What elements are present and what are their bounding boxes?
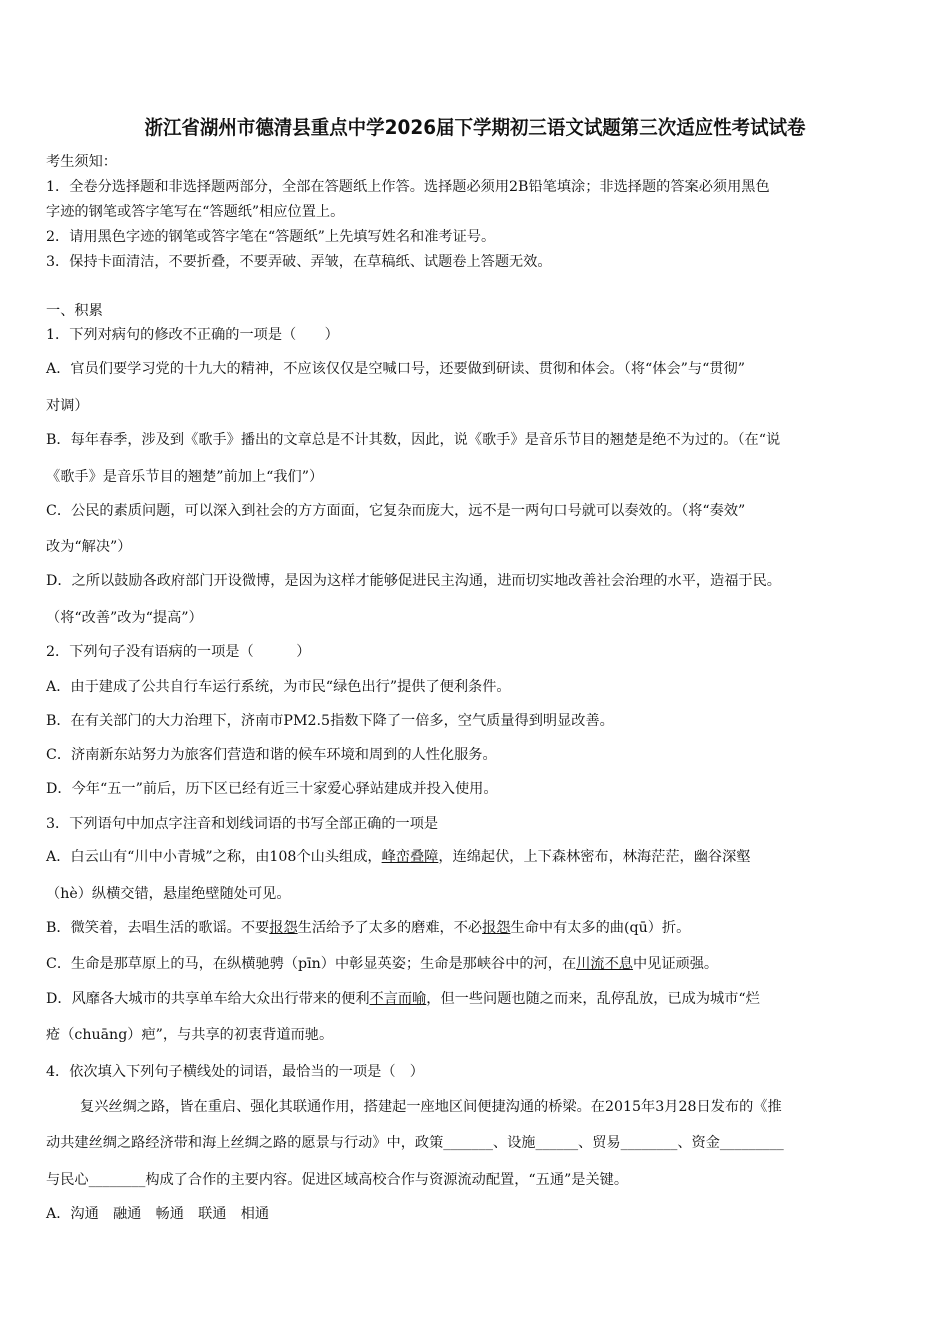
q3-c-underlined: 川流不息 — [576, 956, 633, 972]
notice-line-1a: 1．全卷分选择题和非选择题两部分，全部在答题纸上作答。选择题必须用2B铅笔填涂；非选择题的答案必须用黑色 — [46, 179, 770, 195]
q3-a-text: A．白云山有“川中小青城”之称，由108个山头组成， — [46, 849, 382, 865]
q1-option-c-line2: 改为“解决”） — [46, 539, 132, 555]
q3-option-a-line1 — [46, 847, 751, 867]
q3-a-underlined: 峰峦叠障 — [381, 849, 439, 865]
q3-b-text-end: 生命中有太多的曲(qū）折。 — [510, 920, 691, 936]
q1-stem: 1．下列对病句的修改不正确的一项是（ ） — [46, 327, 339, 343]
q1-option-a-line2: 对调） — [46, 398, 89, 414]
q2-stem: 2．下列句子没有语病的一项是（ ） — [46, 644, 311, 660]
q3-c-text: C．生命是那草原上的马，在纵横驰骋（pīn）中彰显英姿；生命是那峡谷中的河，在 — [46, 956, 577, 972]
section-heading: 一、积累 — [46, 303, 103, 319]
q2-option-b: B．在有关部门的大力治理下，济南市PM2.5指数下降了一倍多，空气质量得到明显改善。 — [46, 713, 614, 729]
q3-b-underlined-1: 报怨 — [269, 920, 298, 936]
q4-option-a: A．沟通 融通 畅通 联通 相通 — [46, 1206, 270, 1222]
q1-option-d-line1: D．之所以鼓励各政府部门开设微博，是因为这样才能够促进民主沟通，进而切实地改善社会治理的水平，造福于民。 — [46, 573, 781, 589]
q3-option-d-line1 — [46, 989, 760, 1009]
notice-heading: 考生须知： — [46, 154, 117, 170]
q2-option-d: D．今年“五一”前后，历下区已经有近三十家爱心驿站建成并投入使用。 — [46, 781, 498, 797]
q4-stem: 4．依次填入下列句子横线处的词语，最恰当的一项是（ ） — [46, 1064, 424, 1080]
q4-passage-line1: 复兴丝绸之路，皆在重启、强化其联通作用，搭建起一座地区间便捷沟通的桥梁。在2015年3月28日发布的《推 — [80, 1099, 782, 1115]
q3-d-text: D．风靡各大城市的共享单车给大众出行带来的便利 — [46, 991, 370, 1007]
notice-line-2: 2．请用黑色字迹的钢笔或答字笔在“答题纸”上先填写姓名和准考证号。 — [46, 229, 496, 245]
q3-option-d-line2: 疮（chuāng）疤”，与共享的初衷背道而驰。 — [46, 1027, 334, 1043]
q3-b-text-mid: 生活给予了太多的磨难，不必 — [297, 920, 483, 936]
q4-passage-line2: 动共建丝绸之路经济带和海上丝绸之路的愿景与行动》中，政策_______、设施______、贸易________、资金_________ — [46, 1135, 784, 1151]
notice-line-3: 3．保持卡面清洁，不要折叠，不要弄破、弄皱，在草稿纸、试题卷上答题无效。 — [46, 254, 552, 270]
q3-d-underlined: 不言而喻 — [369, 991, 427, 1007]
q3-option-c — [46, 954, 718, 974]
q3-b-text: B．微笑着，去唱生活的歌谣。不要 — [46, 920, 270, 936]
q3-stem: 3．下列语句中加点字注音和划线词语的书写全部正确的一项是 — [46, 816, 439, 832]
q2-option-c: C．济南新东站努力为旅客们营造和谐的候车环境和周到的人性化服务。 — [46, 747, 497, 763]
q1-option-b-line1: B．每年春季，涉及到《歌手》播出的文章总是不计其数，因此，说《歌手》是音乐节目的翘楚是绝不为过的。（在“说 — [46, 432, 781, 448]
q3-option-a-line2: （hè）纵横交错，悬崖绝壁随处可见。 — [46, 886, 291, 902]
q2-option-a: A．由于建成了公共自行车运行系统，为市民“绿色出行”提供了便利条件。 — [46, 679, 511, 695]
q3-b-underlined-2: 报怨 — [482, 920, 511, 936]
exam-title: 浙江省湖州市德清县重点中学2026届下学期初三语文试题第三次适应性考试试卷 — [144, 116, 806, 139]
q3-a-text-end: ，连绵起伏，上下森林密布，林海茫茫，幽谷深壑 — [438, 849, 751, 865]
q3-d-text-end: ，但一些问题也随之而来，乱停乱放，已成为城市“烂 — [426, 991, 760, 1007]
q3-option-b — [46, 918, 690, 938]
q1-option-c-line1: C．公民的素质问题，可以深入到社会的方方面面，它复杂而庞大，远不是一两句口号就可以奏效的。（将“奏效” — [46, 503, 746, 519]
q1-option-b-line2: 《歌手》是音乐节目的翘楚”前加上“我们”） — [46, 469, 324, 485]
q1-option-d-line2: （将“改善”改为“提高”） — [46, 610, 203, 626]
notice-line-1b: 字迹的钢笔或答字笔写在“答题纸”相应位置上。 — [46, 204, 345, 220]
q3-c-text-end: 中见证顽强。 — [632, 956, 719, 972]
q4-passage-line3: 与民心________构成了合作的主要内容。促进区域高校合作与资源流动配置，“五通”是关键。 — [46, 1172, 629, 1188]
q1-option-a-line1: A．官员们要学习党的十九大的精神，不应该仅仅是空喊口号，还要做到研读、贯彻和体会。（将“体会”与“贯彻” — [46, 361, 745, 377]
